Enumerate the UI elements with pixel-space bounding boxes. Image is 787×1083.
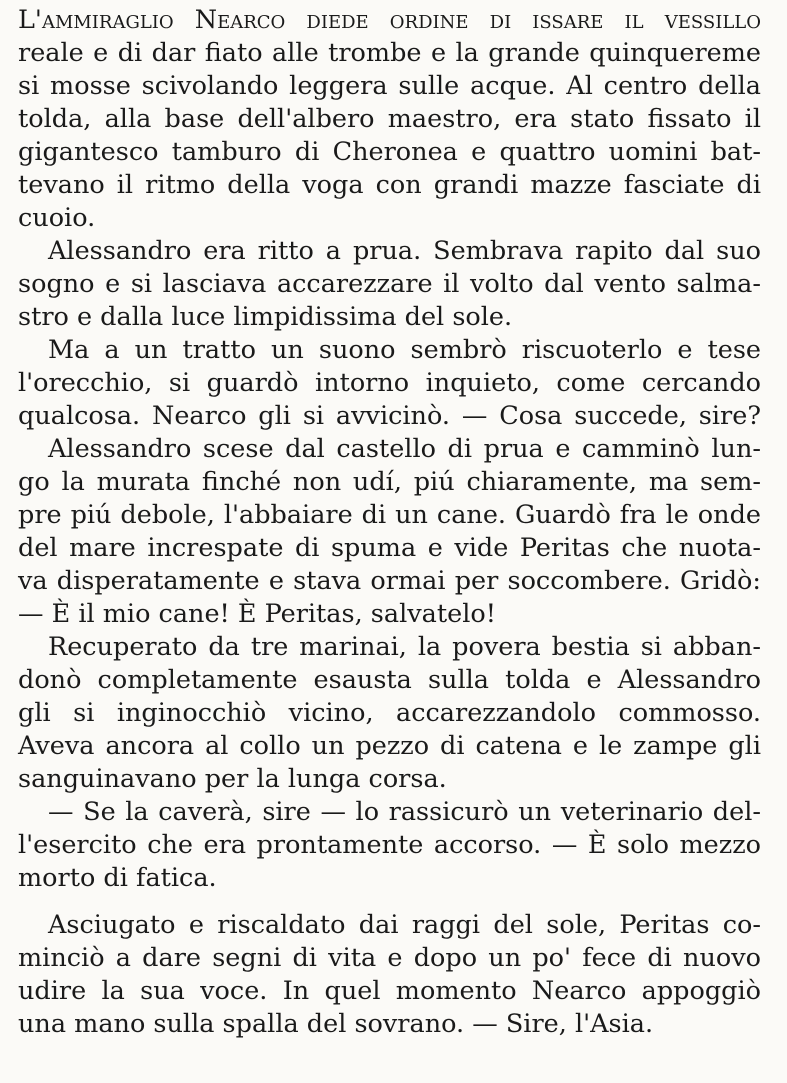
- text-line: donò completamente esausta sulla tolda e Alessandro: [18, 665, 761, 695]
- text-line: morto di fatica.: [18, 863, 217, 893]
- text-line: reale e di dar fiato alle trombe e la grande quinquereme: [18, 38, 761, 68]
- text-line: sogno e si lasciava accarezzare il volto dal vento salma-: [18, 269, 761, 299]
- section-gap: [18, 895, 761, 909]
- text-line: Ma a un tratto un suono sembrò riscuoterlo e tese: [48, 335, 761, 365]
- text-line: minciò a dare segni di vita e dopo un po' fece di nuovo: [18, 943, 761, 973]
- text-line: l'esercito che era prontamente accorso. — È solo mezzo: [18, 830, 761, 860]
- text-line: cuoio.: [18, 203, 96, 233]
- text-line: va disperatamente e stava ormai per soccombere. Gridò:: [18, 566, 761, 596]
- text-line: qualcosa. Nearco gli si avvicinò. — Cosa succede, sire?: [18, 401, 761, 431]
- text-line: Aveva ancora al collo un pezzo di catena e le zampe gli: [18, 731, 761, 761]
- text-line: si mosse scivolando leggera sulle acque. Al centro della: [18, 71, 761, 101]
- text-line: — È il mio cane! È Peritas, salvatelo!: [18, 599, 496, 629]
- text-line: Recuperato da tre marinai, la povera bestia si abban-: [48, 632, 761, 662]
- text-line: Alessandro scese dal castello di prua e camminò lun-: [48, 434, 761, 464]
- text-line: tolda, alla base dell'albero maestro, era stato fissato il: [18, 104, 761, 134]
- text-line: l'orecchio, si guardò intorno inquieto, come cercando: [18, 368, 761, 398]
- text-line: Asciugato e riscaldato dai raggi del sole, Peritas co-: [48, 910, 761, 940]
- text-line: sanguinavano per la lunga corsa.: [18, 764, 447, 794]
- text-line: udire la sua voce. In quel momento Nearco appoggiò: [18, 976, 761, 1006]
- text-line: del mare increspate di spuma e vide Peritas che nuota-: [18, 533, 761, 563]
- text-line: tevano il ritmo della voga con grandi mazze fasciate di: [18, 170, 761, 200]
- text-line: pre piú debole, l'abbaiare di un cane. Guardò fra le onde: [18, 500, 761, 530]
- text-line: gigantesco tamburo di Cheronea e quattro uomini bat-: [18, 137, 761, 167]
- text-line: stro e dalla luce limpidissima del sole.: [18, 302, 513, 332]
- text-line: go la murata finché non udí, piú chiaramente, ma sem-: [18, 467, 761, 497]
- text-line: una mano sulla spalla del sovrano. — Sire, l'Asia.: [18, 1009, 654, 1039]
- text-line: Alessandro era ritto a prua. Sembrava rapito dal suo: [48, 236, 761, 266]
- text-line: — Se la caverà, sire — lo rassicurò un veterinario del-: [48, 797, 761, 827]
- text-line: gli si inginocchiò vicino, accarezzandolo commosso.: [18, 698, 761, 728]
- text-line: L'ammiraglio Nearco diede ordine di issare il vessillo: [18, 5, 761, 35]
